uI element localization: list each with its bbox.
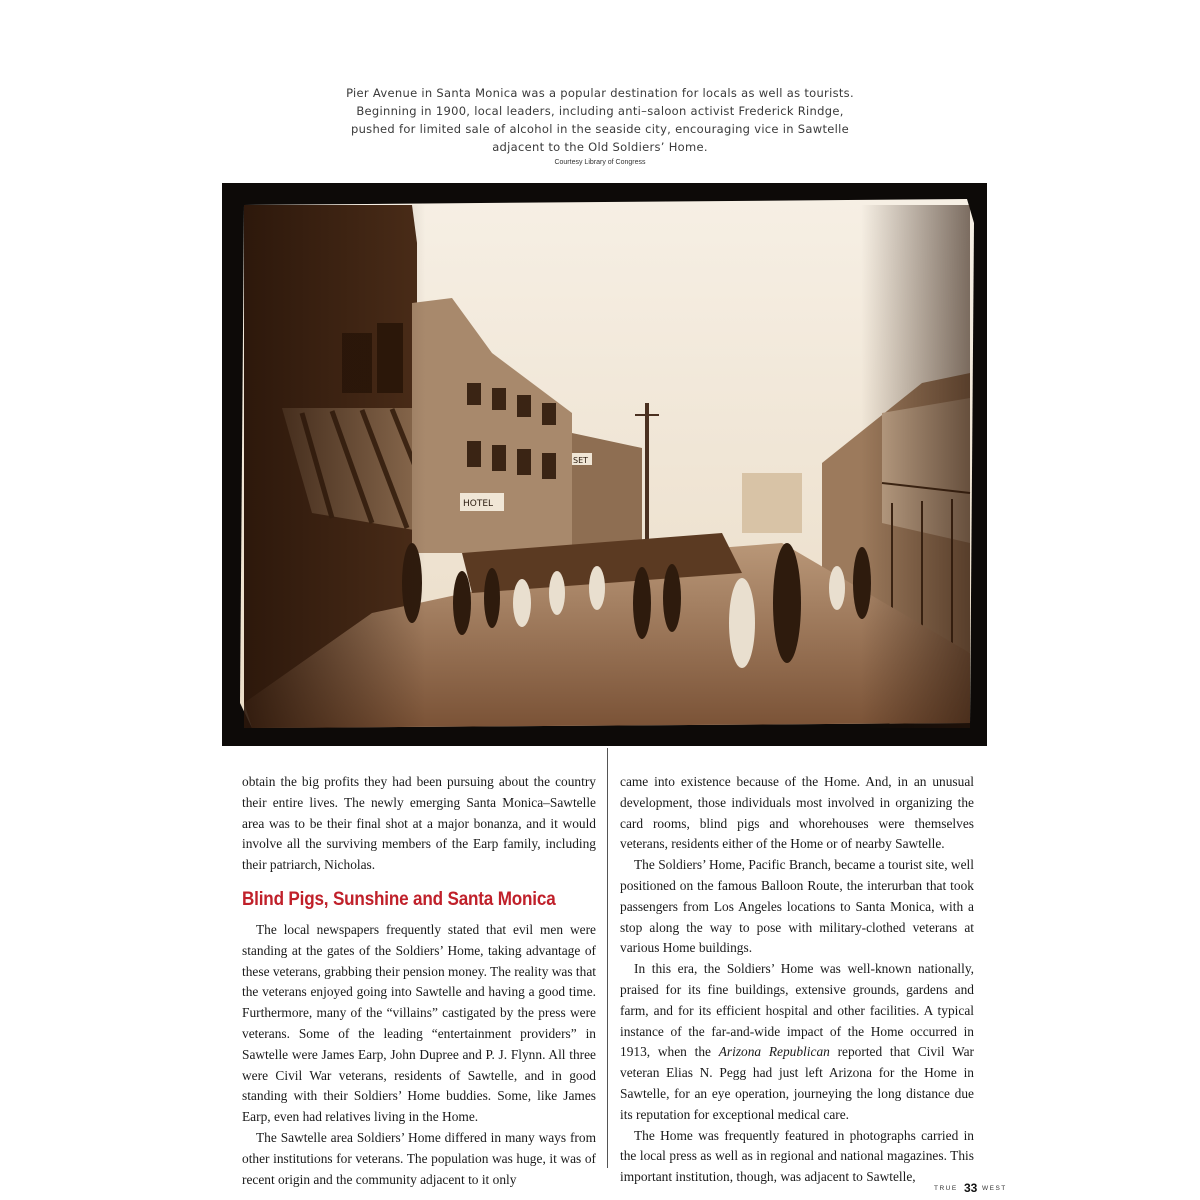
column-divider: [607, 748, 608, 1168]
newspaper-title: Arizona Republican: [718, 1044, 830, 1060]
photo-credit: Courtesy Library of Congress: [554, 159, 646, 166]
page-number: 33: [964, 1181, 978, 1195]
left-paragraph-3: The Sawtelle area Soldiers’ Home differed in many ways from other institutions for veterans. The population was huge, it was of recent origin and the community adjacent to it only: [242, 1129, 596, 1187]
caption-line-4: adjacent to the Old Soldiers’ Home.: [492, 140, 708, 154]
section-heading: Blind Pigs, Sunshine and Santa Monica: [242, 888, 556, 910]
right-paragraph-2: The Soldiers’ Home, Pacific Branch, became a tourist site, well positioned on the famous Balloon Route, the interurban that took passengers from Los Angeles locations to Santa Monica, with a stop along the way to pose with military-clothed veterans at various Home buildings.: [620, 857, 974, 956]
right-paragraph-3: [620, 959, 974, 1125]
historic-street-photo: [222, 183, 987, 746]
p3-text-before: In this era, the Soldiers’ Home was well-known nationally, praised for its fine buildings, extensive grounds, gardens and farm, and for its efficient hospital and other facilities. A typical instance of the far-and-wide impact of the Home occurred in 1913, when the: [620, 961, 974, 1060]
right-paragraph-1: came into existence because of the Home. And, in an unusual development, those individuals most involved in organizing the card rooms, blind pigs and whorehouses were themselves veterans, residents either of the Home or of nearby Sawtelle.: [620, 774, 974, 852]
caption-line-3: pushed for limited sale of alcohol in the seaside city, encouraging vice in Sawtelle: [350, 122, 850, 136]
page-folio: [934, 1181, 1007, 1198]
photo-caption: [330, 84, 870, 156]
folio-magazine-right: WEST: [982, 1185, 1007, 1192]
left-paragraph-2: The local newspapers frequently stated that evil men were standing at the gates of the Soldiers’ Home, taking advantage of these veterans, grabbing their pension money. The reality was that the veterans enjoyed going into Sawtelle and having a good time. Furthermore, many of the “villains” castigated by the press were veterans. Some of the leading “entertainment providers” in Sawtelle were James Earp, John Dupree and P. J. Flynn. All three were Civil War veterans, residents of Sawtelle, and in good standing with their Soldiers’ Home buddies. Some, like James Earp, even had relatives living in the Home.: [242, 921, 597, 1125]
left-paragraph-1: obtain the big profits they had been pursuing about the country their entire lives. The newly emerging Santa Monica–Sawtelle area was to be their final shot at a major bonanza, and it would involve all the surviving members of the Earp family, including their patriarch, Nicholas.: [242, 774, 596, 873]
p3-text-after: reported that Civil War veteran Elias N. Pegg had just left Arizona for the Home in Sawtelle, for an eye operation, journeying the long distance due its reputation for exceptional medical care.: [620, 1044, 974, 1122]
caption-line-1: Pier Avenue in Santa Monica was a popular destination for locals as well as tourists.: [346, 86, 854, 100]
caption-line-2: Beginning in 1900, local leaders, including anti–saloon activist Frederick Rindge,: [356, 104, 844, 118]
left-column: [242, 772, 596, 1190]
folio-magazine-left: TRUE: [934, 1185, 958, 1192]
sepia-street-scene: [222, 183, 987, 746]
right-paragraph-4: The Home was frequently featured in photographs carried in the local press as well as in regional and national magazines. This important institution, though, was adjacent to Sawtelle,: [620, 1127, 974, 1185]
right-column: [620, 772, 974, 1188]
